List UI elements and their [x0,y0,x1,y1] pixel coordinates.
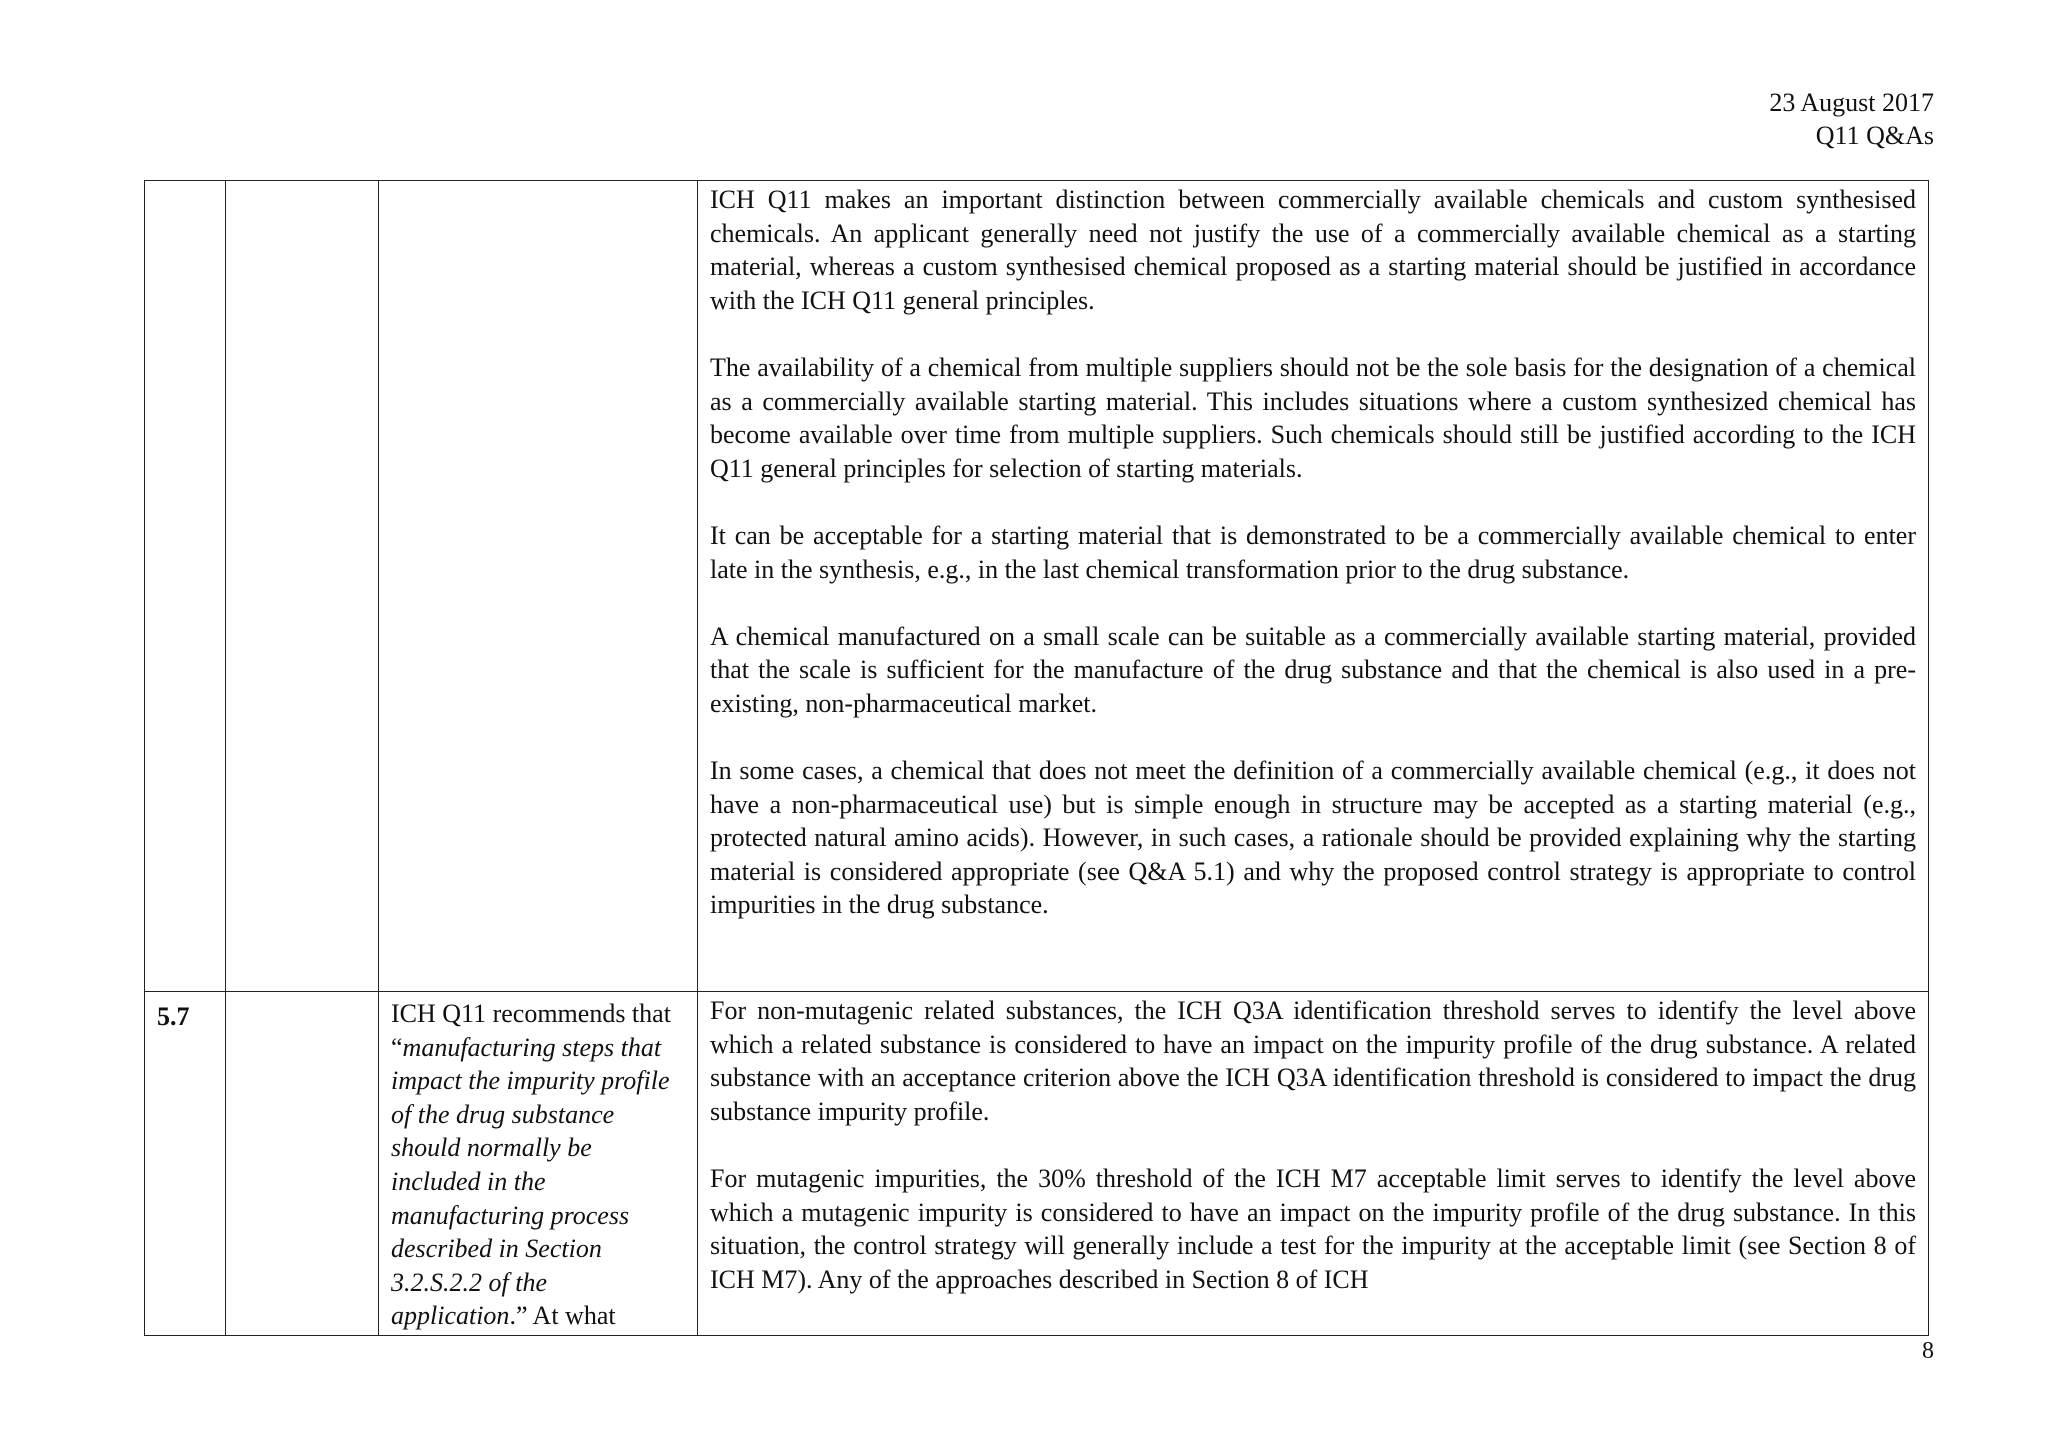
question-quote: manufacturing steps that impact the impurity profile of the drug substance should normally be included in the manufacturing process described in Section 3.2.S.2.2 of the application [391,1032,670,1331]
qa-table [144,180,1929,1336]
answer-paragraph: A chemical manufactured on a small scale can be suitable as a commercially available starting material, provided that the scale is sufficient for the manufacture of the drug substance and that the chemical is also used in a pre-existing, non-pharmaceutical market. [710,621,1916,718]
question-cell [379,992,698,1336]
header-document-title: Q11 Q&As [1815,121,1934,150]
page-number: 8 [1922,1338,1934,1364]
blank-cell [226,992,379,1336]
header-date: 23 August 2017 [1769,88,1934,117]
question-cell [379,181,698,992]
answer-cell [698,992,1929,1336]
number-cell [145,181,226,992]
question-text: ICH Q11 recommends that “ [391,999,671,1062]
blank-cell [226,181,379,992]
answer-paragraph: The availability of a chemical from multiple suppliers should not be the sole basis for the designation of a chemical as a commercially available starting material. This includes situations where a custom synthesized chemical has become available over time from multiple suppliers. Such chemicals should still be justified according to the ICH Q11 general principles for selection of starting materials. [710,352,1916,483]
table-row [145,181,1929,992]
answer-paragraph: ICH Q11 makes an important distinction between commercially available chemicals and custom synthesised chemicals. An applicant generally need not justify the use of a commercially available chemical as a starting material, whereas a custom synthesised chemical proposed as a starting material should be justified in accordance with the ICH Q11 general principles. [710,185,1916,315]
table-row [145,992,1929,1336]
answer-paragraph: For non-mutagenic related substances, the ICH Q3A identification threshold serves to identify the level above which a related substance is considered to have an impact on the impurity profile of the drug substance. A related substance with an acceptance criterion above the ICH Q3A identification threshold is considered to impact the drug substance impurity profile. [710,996,1916,1126]
answer-paragraph: It can be acceptable for a starting material that is demonstrated to be a commercially available chemical to enter late in the synthesis, e.g., in the last chemical transformation prior to the drug substance. [710,520,1916,584]
question-text-end: .” At what [509,1301,616,1331]
answer-cell [698,181,1929,992]
answer-paragraph: For mutagenic impurities, the 30% threshold of the ICH M7 acceptable limit serves to identify the level above which a mutagenic impurity is considered to have an impact on the impurity profile of the drug substance. In this situation, the control strategy will generally include a test for the impurity at the acceptable limit (see Section 8 of ICH M7). Any of the approaches described in Section 8 of ICH [710,1163,1916,1294]
question-number: 5.7 [145,992,226,1336]
page-header [1769,86,1934,152]
answer-paragraph: In some cases, a chemical that does not meet the definition of a commercially available chemical (e.g., it does not have a non-pharmaceutical use) but is simple enough in structure may be accepted as a starting material (e.g., protected natural amino acids). However, in such cases, a rationale should be provided explaining why the starting material is considered appropriate (see Q&A 5.1) and why the proposed control strategy is appropriate to control impurities in the drug substance. [710,756,1916,920]
